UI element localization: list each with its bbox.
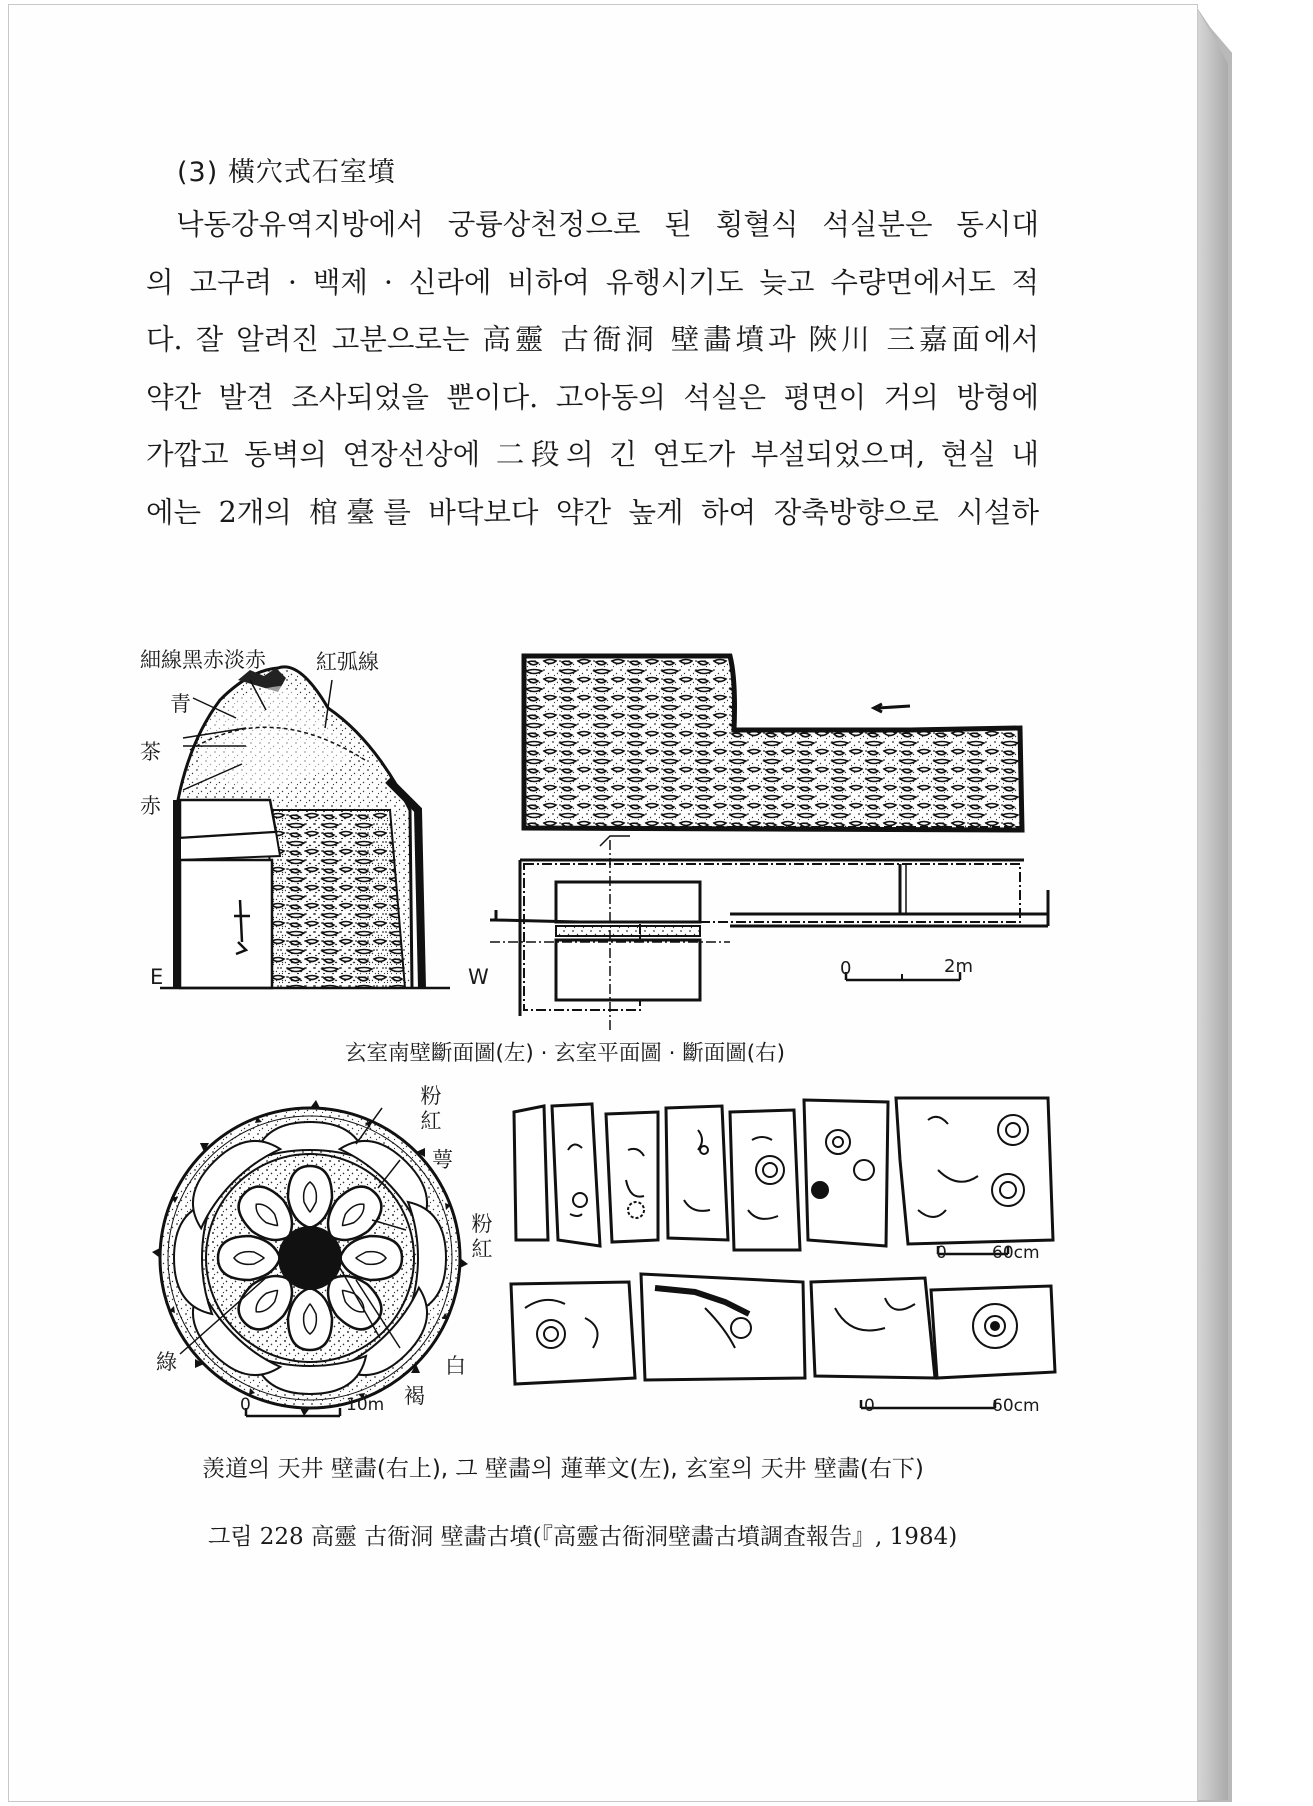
section-heading: (3) 橫穴式石室墳 — [177, 157, 396, 188]
lotus-pattern-drawing — [150, 1098, 470, 1418]
paragraph-line: 의 고구려 · 백제 · 신라에 비하여 유행시기도 늦고 수량면에서도 적 — [146, 265, 1039, 299]
upper-figure-caption: 玄室南壁斷面圖(左) · 玄室平面圖 · 斷面圖(右) — [345, 1041, 786, 1066]
label-east: E — [150, 965, 164, 989]
lotus-scale-end: 10m — [346, 1395, 385, 1415]
label-brown: 褐 — [404, 1384, 425, 1408]
plan-scale-end: 2m — [944, 956, 973, 977]
label-fine-line-colors: 細線黑赤淡赤 — [140, 648, 266, 672]
label-west: W — [468, 965, 489, 989]
figure-caption: 그림 228 高靈 古衙洞 壁畵古墳(『高靈古衙洞壁畵古墳調査報告』, 1984) — [208, 1524, 958, 1550]
label-pink-red-right: 粉紅 — [471, 1212, 493, 1261]
lower-figure-caption: 羡道의 天井 壁畵(右上), 그 壁畵의 蓮華文(左), 玄室의 天井 壁畵(右下) — [202, 1456, 924, 1482]
plan-scale-start: 0 — [840, 958, 852, 979]
corridor-mural-scale-start: 0 — [936, 1243, 947, 1263]
paragraph-line: 에는 2개의 棺臺를 바닥보다 약간 높게 하여 장축방향으로 시설하 — [146, 495, 1039, 529]
chamber-mural-scale-end: 60cm — [992, 1396, 1040, 1416]
label-calyx: 萼 — [432, 1148, 453, 1172]
label-blue: 青 — [170, 692, 191, 716]
corridor-mural-scale-end: 60cm — [992, 1243, 1040, 1263]
label-red: 赤 — [140, 794, 161, 818]
label-pink-red-top: 粉紅 — [420, 1084, 442, 1133]
label-leader-lines — [170, 680, 370, 810]
chamber-mural-scale-start: 0 — [864, 1396, 875, 1416]
label-white: 白 — [445, 1354, 466, 1378]
paragraph-line: 다. 잘 알려진 고분으로는 高靈 古衙洞 壁畵墳과 陜川 三嘉面에서 — [146, 323, 1039, 356]
paragraph-line: 약간 발견 조사되었을 뿐이다. 고아동의 석실은 평면이 거의 방형에 — [146, 380, 1039, 414]
paragraph-line: 낙동강유역지방에서 궁륭상천정으로 된 횡혈식 석실분은 동시대 — [176, 208, 1039, 241]
corridor-ceiling-mural-drawing — [508, 1090, 1063, 1266]
label-green: 綠 — [156, 1350, 177, 1374]
body-paragraph — [146, 196, 1039, 541]
label-tea-color: 茶 — [140, 740, 161, 764]
label-red-arc-line: 紅弧線 — [316, 650, 379, 674]
paragraph-line: 가깝고 동벽의 연장선상에 二段의 긴 연도가 부설되었으며, 현실 내 — [146, 438, 1039, 471]
chamber-plan-section-drawing — [490, 650, 1070, 1030]
page-edge-shade — [1198, 10, 1228, 1800]
chamber-ceiling-mural-drawing — [505, 1268, 1065, 1418]
lotus-scale-start: 0 — [240, 1395, 251, 1415]
